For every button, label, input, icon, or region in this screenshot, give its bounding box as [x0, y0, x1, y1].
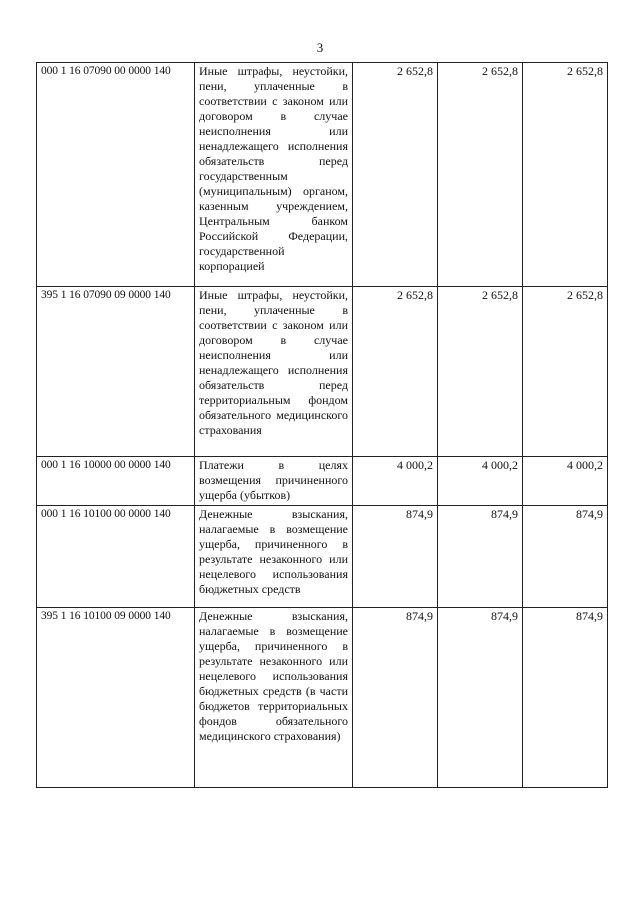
amount-cell: 874,9: [353, 506, 438, 608]
amount-cell: 2 652,8: [523, 287, 608, 457]
amount-cell: 2 652,8: [438, 287, 523, 457]
table-row: [37, 506, 608, 608]
table-row: [37, 63, 608, 287]
budget-code-cell: 000 1 16 07090 00 0000 140: [37, 63, 195, 287]
amount-cell: 4 000,2: [523, 457, 608, 506]
revenue-name-cell: Денежные взыскания, налагаемые в возмещение ущерба, причиненного в результате незаконного или нецелевого использования бюджетных средств: [195, 506, 353, 608]
table-row: [37, 287, 608, 457]
amount-cell: 874,9: [523, 608, 608, 788]
table-row: [37, 608, 608, 788]
amount-cell: 874,9: [438, 608, 523, 788]
amount-cell: 2 652,8: [353, 287, 438, 457]
budget-revenue-table: [36, 62, 608, 788]
amount-cell: 4 000,2: [438, 457, 523, 506]
amount-cell: 874,9: [353, 608, 438, 788]
amount-cell: 2 652,8: [523, 63, 608, 287]
budget-code-cell: 000 1 16 10100 00 0000 140: [37, 506, 195, 608]
revenue-name-cell: Иные штрафы, неустойки, пени, уплаченные в соответствии с законом или договором в случае неисполнения или ненадлежащего исполнения обязательств перед государственным (муниципальным) органом, казенным учреждением, Центральным банком Российской Федерации, государственной корпорацией: [195, 63, 353, 287]
budget-code-cell: 000 1 16 10000 00 0000 140: [37, 457, 195, 506]
revenue-name-cell: Иные штрафы, неустойки, пени, уплаченные в соответствии с законом или договором в случае неисполнения или ненадлежащего исполнения обязательств перед территориальным фондом обязательного медицинского страхования: [195, 287, 353, 457]
amount-cell: 874,9: [523, 506, 608, 608]
table-row: [37, 457, 608, 506]
amount-cell: 874,9: [438, 506, 523, 608]
budget-code-cell: 395 1 16 10100 09 0000 140: [37, 608, 195, 788]
page-number: 3: [316, 40, 324, 55]
amount-cell: 2 652,8: [353, 63, 438, 287]
revenue-name-cell: Платежи в целях возмещения причиненного ущерба (убытков): [195, 457, 353, 506]
revenue-name-cell: Денежные взыскания, налагаемые в возмещение ущерба, причиненного в результате незаконного или нецелевого использования бюджетных средств (в части бюджетов территориальных фондов обязательного медицинского страхования): [195, 608, 353, 788]
amount-cell: 2 652,8: [438, 63, 523, 287]
amount-cell: 4 000,2: [353, 457, 438, 506]
budget-code-cell: 395 1 16 07090 09 0000 140: [37, 287, 195, 457]
